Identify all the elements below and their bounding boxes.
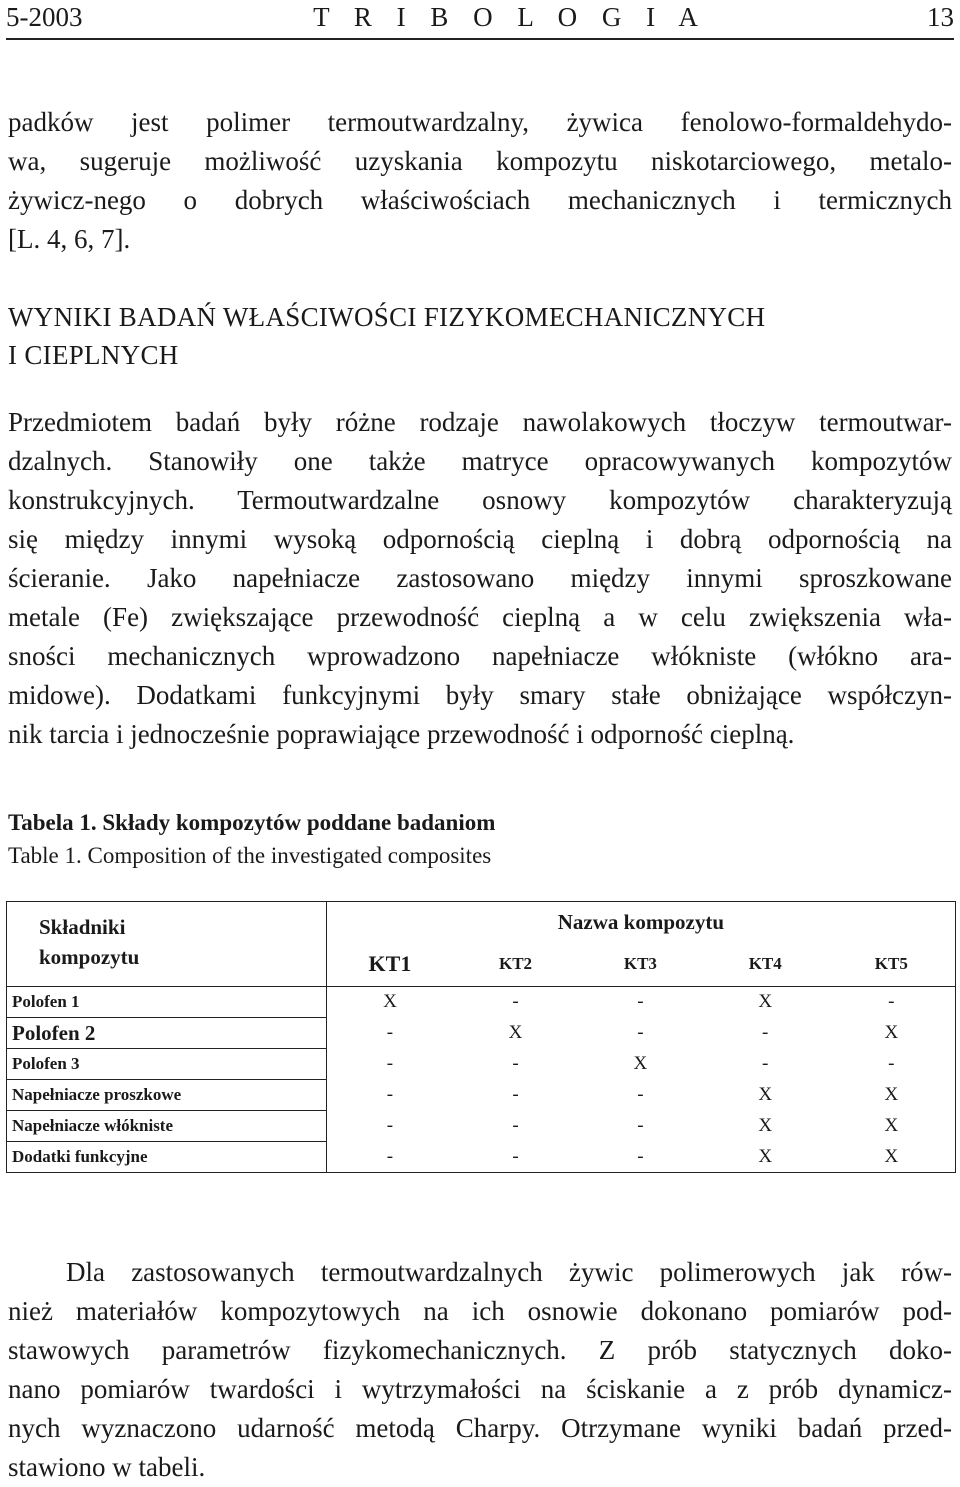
table-cell: - <box>637 991 644 1013</box>
text-line: sności mechanicznych wprowadzono napełniacze włókniste (włókno ara- <box>8 641 952 671</box>
text-line: stawiono w tabeli. <box>8 1452 206 1482</box>
table-cell: - <box>637 1022 644 1043</box>
text-line: metale (Fe) zwiększające przewodność cieplną a w celu zwiększenia wła- <box>8 602 952 632</box>
table-cell: - <box>512 991 519 1013</box>
table-cell: - <box>637 1084 644 1105</box>
table-subtitle: Table 1. Composition of the investigated composites <box>8 843 492 868</box>
text-line: nano pomiarów twardości i wytrzymałości na ściskanie a z prób dynamicz- <box>8 1374 952 1404</box>
table-cell: - <box>326 1080 453 1111</box>
table-row <box>7 1018 956 1049</box>
text-line: stawowych parametrów fizykomechanicznych. Z prób statycznych doko- <box>8 1335 952 1365</box>
text-line: nik tarcia i jednocześnie poprawiające przewodność i odporność cieplną. <box>8 719 795 749</box>
table-cell: - <box>828 987 956 1018</box>
table-cell: - <box>512 1084 519 1105</box>
page-number: 13 <box>927 2 954 32</box>
column-header: KT2 <box>453 942 578 987</box>
table-row <box>7 987 956 1018</box>
table-cell: X <box>828 1142 956 1173</box>
text-line: ścieranie. Jako napełniacze zastosowano między innymi sproszkowane <box>8 563 952 593</box>
closing-paragraph <box>8 1253 952 1487</box>
text-line: midowe). Dodatkami funkcyjnymi były smary stałe obniżające współczyn- <box>8 680 952 710</box>
row-header-cell <box>7 902 327 987</box>
table-cell: X <box>703 1142 828 1173</box>
row-label: Napełniacze włókniste <box>7 1111 327 1142</box>
header-rule <box>6 38 954 40</box>
table-cell: - <box>578 1142 703 1173</box>
table-cell: X <box>326 987 453 1018</box>
text-line: się między innymi wysoką odpornością cieplną i dobrą odpornością na <box>8 524 952 554</box>
row-label: Polofen 1 <box>7 987 327 1018</box>
text-line: Dla zastosowanych termoutwardzalnych żywic polimerowych jak rów- <box>66 1257 952 1287</box>
text-line: wa, sugeruje możliwość uzyskania kompozytu niskotarciowego, metalo- <box>8 146 952 176</box>
table-cell: - <box>326 1111 453 1142</box>
body-paragraph <box>8 403 952 754</box>
table-cell: - <box>637 1115 644 1136</box>
table-cell: - <box>512 1053 519 1074</box>
table-cell: - <box>453 1142 578 1173</box>
column-header: KT3 <box>578 942 703 987</box>
table-row <box>7 1049 956 1080</box>
table-cell: - <box>762 1053 769 1074</box>
row-label: Dodatki funkcyjne <box>7 1142 327 1173</box>
text-line: Przedmiotem badań były różne rodzaje nawolakowych tłoczyw termoutwar- <box>8 407 952 437</box>
table-cell: - <box>326 1018 453 1049</box>
table-row <box>7 1080 956 1111</box>
table-cell: X <box>828 1018 956 1049</box>
heading-line: WYNIKI BADAŃ WŁAŚCIWOŚCI FIZYKOMECHANICZNYCH <box>8 302 766 332</box>
text-line: dzalnych. Stanowiły one także matryce opracowywanych kompozytów <box>8 446 952 476</box>
table-cell: - <box>828 1049 956 1080</box>
row-header-label: Składniki kompozytu <box>39 915 140 969</box>
section-heading <box>8 298 952 374</box>
table-cell: - <box>762 1022 769 1043</box>
intro-paragraph <box>8 103 952 259</box>
table-row <box>7 1111 956 1142</box>
page-header <box>0 0 960 38</box>
column-header: KT5 <box>828 942 956 987</box>
row-label: Polofen 3 <box>7 1049 327 1080</box>
row-label: Napełniacze proszkowe <box>7 1080 327 1111</box>
text-line: padków jest polimer termoutwardzalny, żywica fenolowo-formaldehydo- <box>8 107 952 137</box>
table-cell: X <box>633 1053 648 1074</box>
heading-line: I CIEPLNYCH <box>8 340 179 370</box>
table-cell: X <box>828 1080 956 1111</box>
text-line: konstrukcyjnych. Termoutwardzalne osnowy kompozytów charakteryzują <box>8 485 952 515</box>
table-cell: - <box>512 1115 519 1136</box>
table-cell: X <box>758 991 773 1013</box>
column-header: KT1 <box>326 942 453 987</box>
composition-table <box>6 901 956 1173</box>
table-cell: X <box>828 1111 956 1142</box>
row-label: Polofen 2 <box>7 1018 327 1049</box>
column-header: KT4 <box>703 942 828 987</box>
table-cell: - <box>326 1049 453 1080</box>
table-cell: X <box>508 1022 523 1043</box>
table-cell: X <box>758 1084 773 1105</box>
table-row <box>7 1142 956 1173</box>
group-header: Nazwa kompozytu <box>326 902 955 943</box>
table-title: Tabela 1. Składy kompozytów poddane badaniom <box>8 810 496 835</box>
text-line: [L. 4, 6, 7]. <box>8 224 131 254</box>
journal-title: T R I B O L O G I A <box>313 2 707 32</box>
text-line: nież materiałów kompozytowych na ich osnowie dokonano pomiarów pod- <box>8 1296 952 1326</box>
table-cell: - <box>326 1142 453 1173</box>
issue-number: 5-2003 <box>6 2 83 32</box>
table-cell: X <box>758 1115 773 1136</box>
text-line: nych wyznaczono udarność metodą Charpy. Otrzymane wyniki badań przed- <box>8 1413 952 1443</box>
text-line: żywicz-nego o dobrych właściwościach mechanicznych i termicznych <box>8 185 952 215</box>
